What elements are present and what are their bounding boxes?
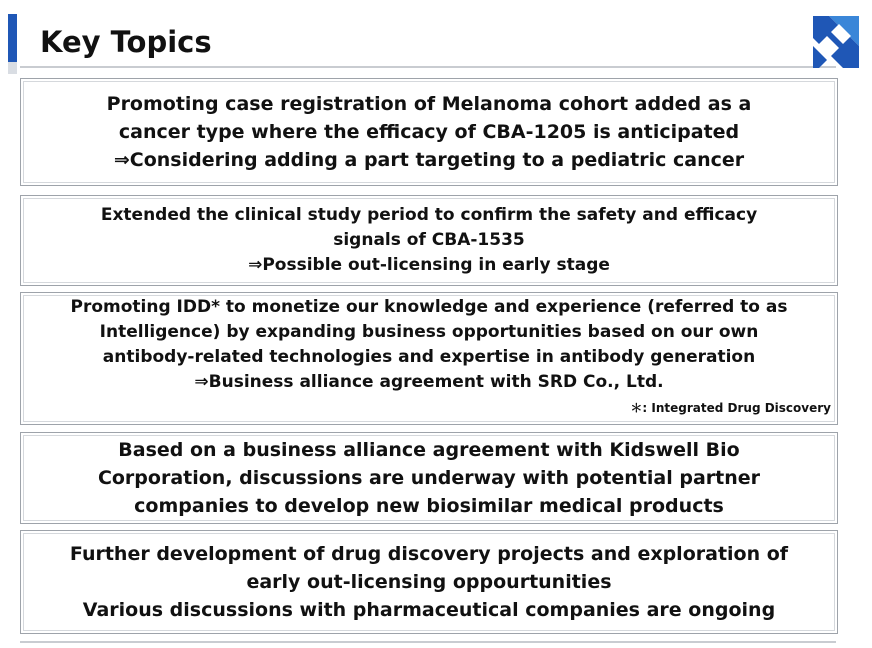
- topic-text-line: Various discussions with pharmaceutical companies are ongoing: [82, 599, 776, 621]
- topic-text-line: antibody-related technologies and expertise in antibody generation: [102, 347, 756, 367]
- topic-text-line: companies to develop new biosimilar medical products: [134, 495, 724, 517]
- topic-text-line: Promoting IDD* to monetize our knowledge and experience (referred to as: [70, 297, 788, 317]
- topic-card-drug-discovery: [20, 530, 838, 634]
- topic-text-line: Promoting case registration of Melanoma cohort added as a: [106, 93, 752, 115]
- title-accent-bar: [8, 14, 17, 62]
- topic-text-line: cancer type where the efficacy of CBA-1205 is anticipated: [118, 121, 740, 143]
- topic-card-idd: [20, 292, 838, 425]
- company-logo-icon: [813, 16, 859, 68]
- topic-text-line: early out-licensing oppourtunities: [246, 571, 612, 593]
- topic-text-line: ⇒Possible out-licensing in early stage: [248, 255, 610, 275]
- topic-text-line: Corporation, discussions are underway with potential partner: [97, 467, 761, 489]
- bottom-divider: [20, 641, 836, 643]
- page-title: Key Topics: [40, 25, 212, 59]
- topic-card-cba-1535: [20, 195, 838, 286]
- topic-card-kidswell: [20, 432, 838, 524]
- topic-text-line: ⇒Business alliance agreement with SRD Co., Ltd.: [194, 372, 664, 392]
- footnote-idd: ＊: Integrated Drug Discovery: [630, 401, 831, 415]
- topic-text-line: Based on a business alliance agreement with Kidswell Bio: [118, 439, 740, 461]
- topic-text-line: Extended the clinical study period to confirm the safety and efficacy: [100, 205, 758, 225]
- title-divider: [20, 66, 836, 68]
- topic-text-line: Intelligence) by expanding business opportunities based on our own: [99, 322, 759, 342]
- topic-text-line: Further development of drug discovery projects and exploration of: [69, 543, 789, 565]
- title-accent-bar-shade: [8, 62, 17, 74]
- topic-card-cba-1205: [20, 78, 838, 186]
- topic-text-line: signals of CBA-1535: [333, 230, 525, 250]
- topic-text-line: ⇒Considering adding a part targeting to a pediatric cancer: [113, 149, 745, 171]
